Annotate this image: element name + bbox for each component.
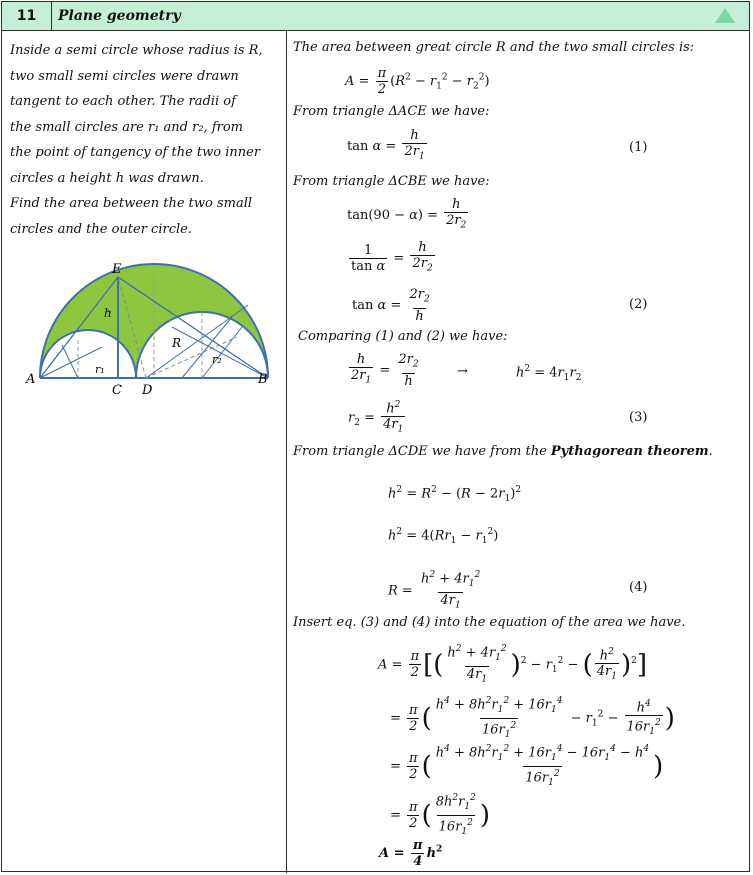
radius-r2 [202,327,242,378]
label-R: R [172,336,182,350]
area-step-2: = $\frac{\pi}{2}$ ( $\frac{h^4 + 8h^2r_1^2 + 16r_1^4}{16r_1^2}$ − $r_1^2$ − $\frac{h^4}{16r_1^2}$ ) [390,694,675,743]
chord-line [182,317,232,378]
equation-2: tan α = $\frac{2r_2}{h}$ [352,287,430,324]
label-r2: r₂ [212,353,222,366]
equation-tan90: tan(90 − α) = $\frac{h}{2r_2}$ [347,197,470,234]
problem-line: the small circles are r₁ and r₂, from [10,119,244,135]
problem-line: tangent to each other. The radii of [10,94,236,109]
final-answer: A = $\frac{\pi}{4}$ $h^2$ [379,838,443,869]
point-label-A: A [26,372,36,387]
solution-text-part: From triangle ΔCDE we have from the [293,444,551,459]
equation-reciprocal: $\frac{1}{\text{tan α}}$ = $\frac{h}{2r_2}$ [347,240,437,277]
section-title: Plane geometry [58,8,181,24]
area-step-4: = $\frac{\pi}{2}$ ( $\frac{8h^2r_1^2}{16r_1^2}$ ) [390,791,490,840]
column-divider [286,31,287,873]
header-bar [2,2,749,31]
problem-line: Find the area between the two small [10,196,253,211]
card-frame [1,1,750,872]
chord-line [146,337,237,378]
equation-hsq-expanded: $h^2 = 4(Rr_1 - r_1^2)$ [388,527,499,546]
radius-r1-chord [40,347,102,378]
solution-text: Comparing (1) and (2) we have: [298,329,508,344]
equation-3: $r_2$ = $\frac{h^2}{4r_1}$ [348,398,407,438]
solution-text: Insert eq. (3) and (4) into the equation of the area we have. [293,615,686,630]
equation-tag: (1) [629,140,648,155]
label-h: h [104,306,112,320]
solution-text: The area between great circle R and the two small circles is: [293,40,695,55]
radius-r1 [62,345,78,378]
solution-text: From triangle ΔACE we have: [293,104,490,119]
problem-line: circles a height h was drawn. [10,170,204,186]
equation-4: R = $\frac{h^2 + 4r_1^2}{4r_1}$ [388,568,484,614]
collapse-triangle-icon[interactable] [715,8,735,23]
equation-tag: (2) [629,297,648,312]
equation-pythag: $h^2 = R^2 - (R - 2r_1)^2$ [388,485,522,504]
solution-text: From triangle ΔCBE we have: [293,174,490,189]
equation-tag: (3) [629,410,648,425]
area-substitution: A = $\frac{\pi}{2}$ [( $\frac{h^2 + 4r_1^2}{4r_1}$ )$^2 - r_1^2$ − ( $\frac{h^2}{4r_1}$ )$^2$] [378,642,647,688]
area-step-3: = $\frac{\pi}{2}$ ( $\frac{h^4 + 8h^2r_1^2 + 16r_1^4 - 16r_1^4 - h^4}{16r_1^2}$ ) [390,742,663,791]
equation-hsq: $h^2 = 4r_1r_2$ [516,364,582,383]
problem-line: circles and the outer circle. [10,221,192,237]
label-r1: r₁ [95,363,105,376]
point-label-E: E [112,262,122,277]
area-formula: A = $\frac{\pi}{2}$ $(R^2 - r_1^2 - r_2^2)$ [345,66,490,97]
point-label-C: C [112,383,122,397]
equation-compare: $\frac{h}{2r_1}$ = $\frac{2r_2}{h}$ [351,352,419,389]
arrow-symbol: → [457,364,468,379]
point-label-D: D [142,383,153,397]
geometry-figure [22,257,272,397]
equation-1: tan α = $\frac{h}{2r_1}$ [347,128,429,165]
problem-line: Inside a semi circle whose radius is R, [10,43,263,58]
problem-statement [10,38,280,242]
problem-line: two small semi circles were drawn [10,68,239,84]
point-label-B: B [258,372,268,387]
problem-number: 11 [2,2,52,30]
theorem-name: Pythagorean theorem [550,444,709,459]
solution-text [293,444,713,459]
solution-text-part: . [708,444,713,459]
equation-tag: (4) [629,580,648,595]
problem-line: the point of tangency of the two inner [10,145,261,160]
